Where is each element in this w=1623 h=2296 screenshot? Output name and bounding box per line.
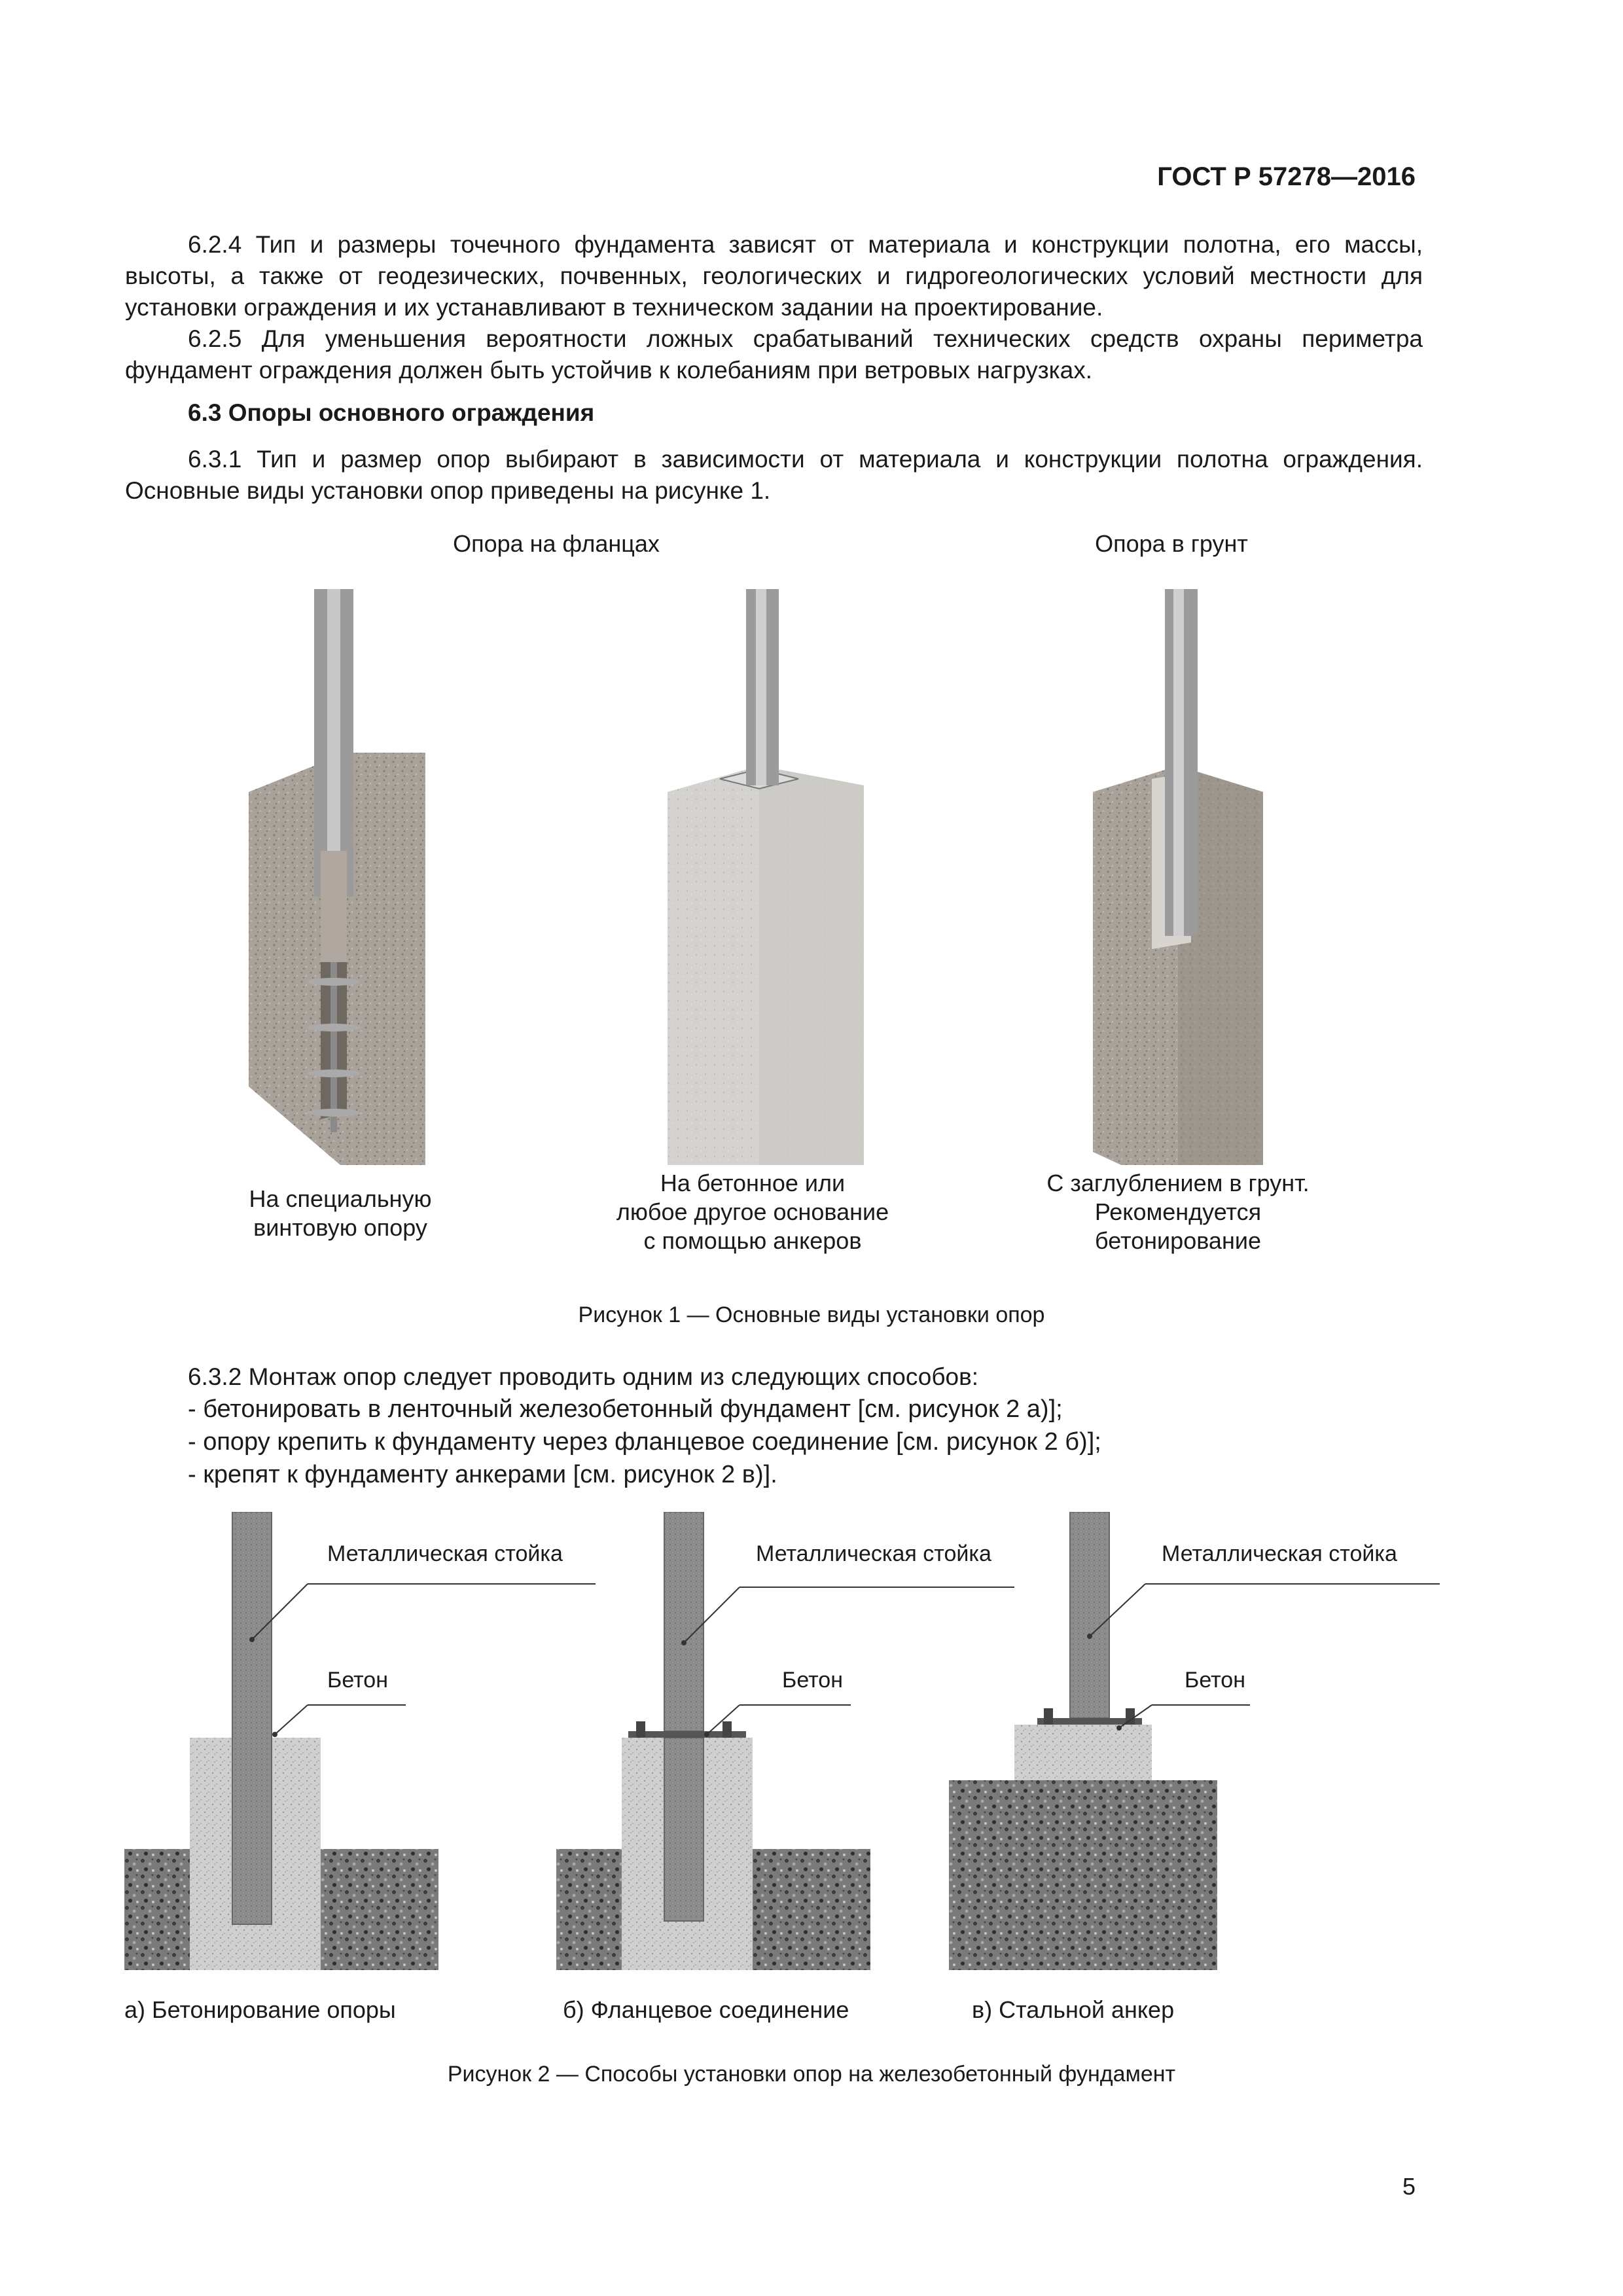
figure2-subcaption-b: б) Фланцевое соединение <box>563 1996 849 2023</box>
paragraph-6-3-2: 6.3.2 Монтаж опор следует проводить одним из следующих способов: <box>188 1363 979 1390</box>
page-number: 5 <box>1402 2173 1416 2200</box>
callout-concrete-a: Бетон <box>327 1668 388 1693</box>
caption-c-line3: бетонирование <box>1095 1227 1261 1254</box>
caption-c-line2: Рекомендуется <box>1094 1198 1262 1225</box>
caption-c-line1: С заглублением в грунт. <box>1046 1170 1310 1196</box>
figure1-label-flange: Опора на фланцах <box>453 530 660 557</box>
screw-pile-block <box>249 589 425 1165</box>
ground-set-block <box>1093 589 1263 1165</box>
figure2-illustration <box>124 1512 1453 1970</box>
section-heading-6-3: 6.3 Опоры основного ограждения <box>188 399 595 426</box>
diagram-c-steel-anchor <box>949 1512 1440 1970</box>
list-item: - опору крепить к фундаменту через фланцевое соединение [см. рисунок 2 б)]; <box>188 1428 1101 1456</box>
figure1-caption: Рисунок 1 — Основные виды установки опор <box>578 1302 1045 1327</box>
paragraph-6-2-5: 6.2.5 Для уменьшения вероятности ложных срабатываний технических средств охраны периметра фундамент ограждения должен быть устойчив к колебаниям при ветровых нагрузках. <box>125 325 1423 384</box>
callout-metal-stand-b: Металлическая стойка <box>756 1541 991 1566</box>
figure2-subcaption-a: а) Бетонирование опоры <box>124 1996 396 2023</box>
figure1-label-ground: Опора в грунт <box>1095 530 1248 557</box>
paragraph-6-3-1: 6.3.1 Тип и размер опор выбирают в зависимости от материала и конструкции полотна ограждения. Основные виды установки опор приведены на рисунке 1. <box>125 446 1423 504</box>
callout-metal-stand-c: Металлическая стойка <box>1162 1541 1397 1566</box>
figure1-caption-c <box>982 1169 1374 1255</box>
list-item: - бетонировать в ленточный железобетонный фундамент [см. рисунок 2 а)]; <box>188 1395 1063 1423</box>
list-item: - крепят к фундаменту анкерами [см. рисунок 2 в)]. <box>188 1461 777 1488</box>
flange-concrete-block <box>668 589 864 1165</box>
callout-concrete-b: Бетон <box>782 1668 843 1693</box>
figure1-caption-b <box>556 1169 949 1255</box>
document-header: ГОСТ Р 57278—2016 <box>1157 162 1416 191</box>
callout-concrete-c: Бетон <box>1185 1668 1245 1693</box>
caption-a-line1: На специальную <box>249 1185 432 1212</box>
paragraph-6-2-4: 6.2.4 Тип и размеры точечного фундамента зависят от материала и конструкции полотна, его массы, высоты, а также от геодезических, почвенных, геологических и гидрогеологических условий местности для установки ограждения и их устанавливают в техническом задании на проектирование. <box>125 231 1423 321</box>
caption-a-line2: винтовую опору <box>253 1214 427 1241</box>
mounting-methods-list <box>188 1393 1101 1491</box>
caption-b-line2: любое другое основание <box>616 1198 889 1225</box>
caption-b-line3: с помощью анкеров <box>643 1227 862 1254</box>
figure2-subcaption-c: в) Стальной анкер <box>972 1996 1175 2023</box>
callout-metal-stand-a: Металлическая стойка <box>327 1541 563 1566</box>
figure1-illustration <box>236 576 1348 1165</box>
caption-b-line1: На бетонное или <box>660 1170 846 1196</box>
figure2-caption: Рисунок 2 — Способы установки опор на железобетонный фундамент <box>447 2062 1176 2087</box>
diagram-a-concreting <box>124 1512 596 1970</box>
diagram-b-flange <box>556 1512 1014 1970</box>
figure1-caption-a <box>144 1185 537 1242</box>
